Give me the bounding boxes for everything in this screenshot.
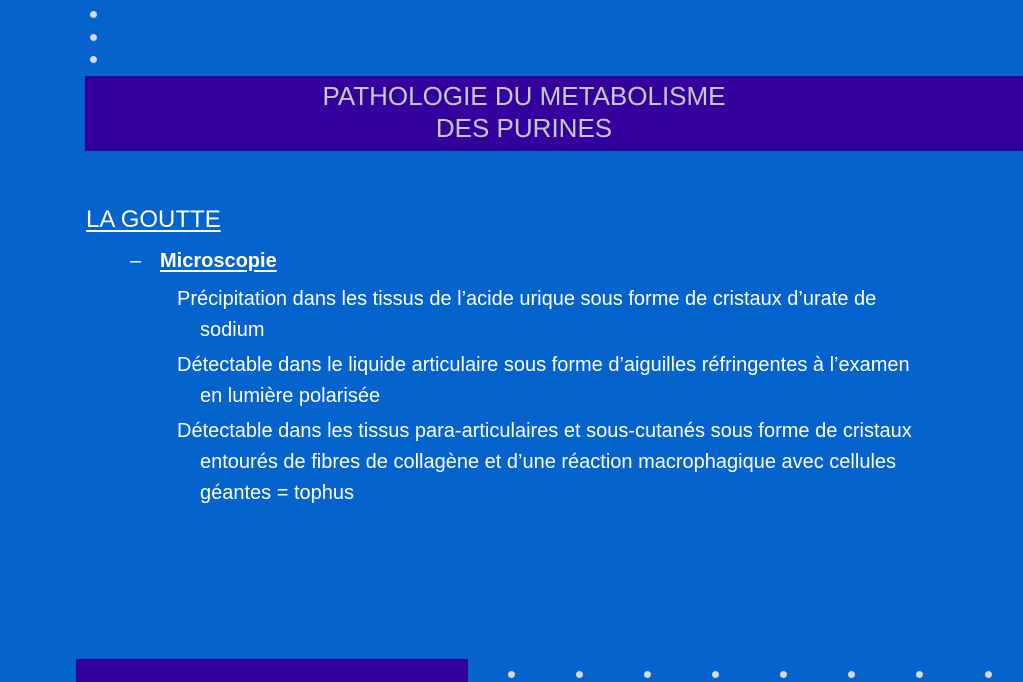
bullet-item: Détectable dans les tissus para-articulaires et sous-cutanés sous forme de cristaux entourés de fibres de collagène et d’une réaction macrophagique avec cellules géantes = tophus bbox=[177, 420, 912, 504]
decor-dot-top-1 bbox=[90, 11, 97, 18]
decor-dot-bottom-4 bbox=[712, 671, 719, 678]
decor-dot-bottom-8 bbox=[985, 671, 992, 678]
slide-title-line-1: PATHOLOGIE DU METABOLISME bbox=[322, 81, 726, 111]
decor-dot-bottom-7 bbox=[916, 671, 923, 678]
decor-dot-bottom-2 bbox=[576, 671, 583, 678]
footer-bar bbox=[76, 659, 468, 682]
decor-dot-bottom-6 bbox=[848, 671, 855, 678]
decor-dot-bottom-1 bbox=[508, 671, 515, 678]
slide-title bbox=[85, 80, 963, 144]
section-heading: LA GOUTTE bbox=[86, 206, 221, 233]
slide-title-line-2: DES PURINES bbox=[435, 113, 613, 143]
decor-dot-bottom-5 bbox=[780, 671, 787, 678]
sub-item-label: Microscopie bbox=[160, 250, 277, 272]
decor-dot-top-2 bbox=[90, 34, 97, 41]
decor-dot-bottom-3 bbox=[644, 671, 651, 678]
sub-item-microscopie bbox=[130, 248, 277, 274]
bullet-item: Précipitation dans les tissus de l’acide urique sous forme de cristaux d’urate de sodium bbox=[177, 288, 877, 341]
sub-item-dash: – bbox=[130, 250, 142, 272]
bullet-item: Détectable dans le liquide articulaire sous forme d’aiguilles réfringentes à l’examen en lumière polarisée bbox=[177, 354, 910, 407]
decor-dot-top-3 bbox=[90, 56, 97, 63]
bullet-list bbox=[177, 284, 917, 513]
